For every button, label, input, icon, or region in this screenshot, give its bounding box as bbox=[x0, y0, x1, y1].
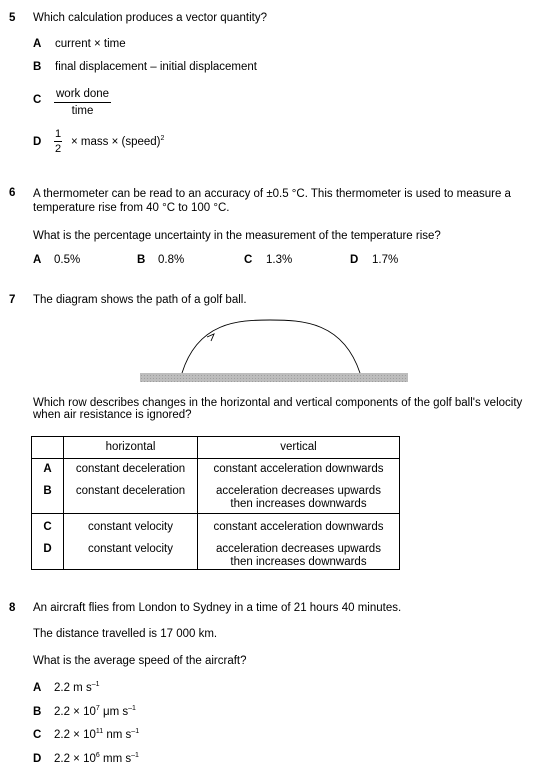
golf-ball-path-diagram bbox=[138, 312, 410, 384]
row-d-vertical-line2: then increases downwards bbox=[230, 556, 367, 568]
row-d-vertical-line1: acceleration decreases upwards bbox=[216, 543, 381, 555]
q5-option-c-letter: C bbox=[33, 94, 42, 106]
q5-option-d-fraction bbox=[54, 128, 62, 155]
table-header-horizontal: horizontal bbox=[64, 437, 198, 459]
ground-surface bbox=[140, 373, 408, 382]
q8-option-c-letter: C bbox=[33, 729, 42, 741]
q8-option-b-text: $2.2 \times 10^7$ μm $s^{-1}$ bbox=[54, 705, 136, 718]
q6-option-c-letter: C bbox=[244, 254, 253, 266]
q5-option-d-frac-den: 2 bbox=[55, 143, 62, 155]
q5-option-d-text bbox=[71, 136, 164, 148]
table-header-blank bbox=[32, 437, 64, 459]
question-8-stem: An aircraft flies from London to Sydney in a time of 21 hours 40 minutes. bbox=[33, 602, 402, 614]
row-b-vertical-line1: acceleration decreases upwards bbox=[216, 485, 381, 497]
question-7-number: 7 bbox=[9, 294, 16, 306]
table-vertical-cell bbox=[198, 459, 400, 514]
question-8-question: What is the average speed of the aircraft? bbox=[33, 655, 247, 667]
row-c-letter: C bbox=[43, 521, 52, 533]
q5-option-c-denominator: time bbox=[71, 105, 94, 117]
table-letter-cell bbox=[32, 514, 64, 570]
row-b-vertical-line2: then increases downwards bbox=[230, 498, 367, 510]
question-7-question: Which row describes changes in the horizontal and vertical components of the golf ball's velocity when air resistance is ignored? bbox=[33, 397, 523, 421]
question-5-stem: Which calculation produces a vector quantity? bbox=[33, 12, 267, 24]
q8-option-a-text: 2.2 m $s^{-1}$ bbox=[54, 681, 100, 694]
q5-option-d-frac-num: 1 bbox=[55, 128, 62, 140]
q5-option-d-expression: × mass × (speed) bbox=[71, 136, 161, 148]
question-8-number: 8 bbox=[9, 602, 16, 614]
q8-option-d-text: $2.2 \times 10^6$ mm $s^{-1}$ bbox=[54, 752, 139, 765]
table-vertical-cell bbox=[198, 514, 400, 570]
row-a-horizontal: constant deceleration bbox=[75, 463, 186, 475]
q6-option-d-text: 1.7% bbox=[372, 254, 399, 266]
q6-option-d-letter: D bbox=[350, 254, 359, 266]
q5-option-a-text: current × time bbox=[55, 38, 126, 50]
q6-option-b-text: 0.8% bbox=[158, 254, 185, 266]
q6-option-a-text: 0.5% bbox=[54, 254, 81, 266]
q8-option-d-letter: D bbox=[33, 753, 42, 765]
direction-arrow-icon bbox=[207, 334, 214, 341]
row-b-letter: B bbox=[43, 485, 52, 497]
question-8-distance: The distance travelled is 17 000 km. bbox=[33, 628, 218, 640]
question-6-number: 6 bbox=[9, 187, 16, 199]
row-d-horizontal: constant velocity bbox=[87, 543, 173, 555]
question-7-stem: The diagram shows the path of a golf ball. bbox=[33, 294, 247, 306]
q5-option-a-letter: A bbox=[33, 38, 42, 50]
q6-option-c-text: 1.3% bbox=[266, 254, 293, 266]
question-5-number: 5 bbox=[9, 12, 16, 24]
question-6-stem: A thermometer can be read to an accuracy of ±0.5 °C. This thermometer is used to measure a temperature rise from 40 °C to 100 °C. bbox=[33, 188, 511, 214]
q5-option-b-letter: B bbox=[33, 61, 42, 73]
q5-option-c-fraction bbox=[54, 88, 111, 117]
row-a-letter: A bbox=[43, 463, 52, 475]
question-6-question: What is the percentage uncertainty in the measurement of the temperature rise? bbox=[33, 230, 441, 242]
q8-option-c-text: $2.2 \times 10^{11}$ nm $s^{-1}$ bbox=[54, 728, 140, 741]
q5-option-d-letter: D bbox=[33, 136, 42, 148]
table-horizontal-cell bbox=[64, 459, 198, 514]
table-horizontal-cell bbox=[64, 514, 198, 570]
trajectory-curve bbox=[182, 320, 360, 373]
q6-option-b-letter: B bbox=[137, 254, 146, 266]
q5-option-d-exponent: 2 bbox=[160, 135, 165, 142]
table-letter-cell bbox=[32, 459, 64, 514]
q8-option-b-letter: B bbox=[33, 706, 42, 718]
row-c-vertical: constant acceleration downwards bbox=[213, 521, 384, 533]
row-a-vertical: constant acceleration downwards bbox=[213, 463, 384, 475]
row-c-horizontal: constant velocity bbox=[87, 521, 173, 533]
row-d-letter: D bbox=[43, 543, 52, 555]
q6-option-a-letter: A bbox=[33, 254, 42, 266]
q5-option-b-text: final displacement – initial displacement bbox=[55, 61, 257, 73]
row-b-horizontal: constant deceleration bbox=[75, 485, 186, 497]
table-header-vertical: vertical bbox=[198, 437, 400, 459]
q5-option-c-numerator: work done bbox=[54, 88, 111, 103]
q8-option-a-letter: A bbox=[33, 682, 42, 694]
velocity-components-table bbox=[31, 436, 400, 570]
